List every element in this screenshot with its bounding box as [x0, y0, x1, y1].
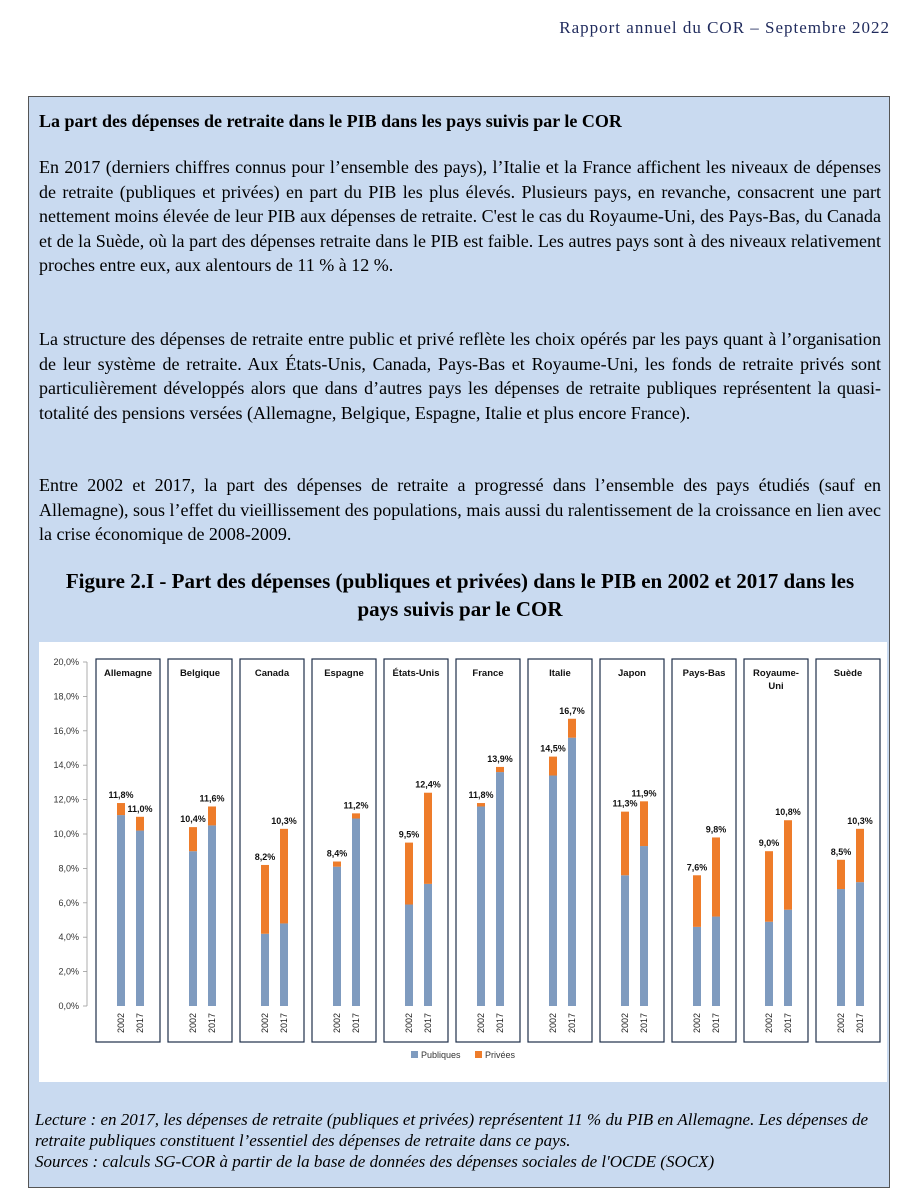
- country-name-label: Japon: [618, 668, 646, 679]
- bar-segment-private: [189, 827, 197, 851]
- data-label: 11,3%: [612, 798, 638, 809]
- y-tick-label: 4,0%: [58, 932, 79, 943]
- bar-segment-public: [136, 831, 144, 1006]
- bar-segment-private: [117, 803, 125, 815]
- bar-segment-public: [477, 806, 485, 1006]
- x-tick-label: 2002: [548, 1012, 558, 1034]
- bar-segment-private: [549, 757, 557, 776]
- country-name-label: Canada: [254, 668, 290, 679]
- legend-swatch-private: [475, 1051, 482, 1058]
- bar-segment-private: [640, 801, 648, 846]
- legend-label-private: Privées: [485, 1050, 516, 1060]
- bar-segment-private: [712, 837, 720, 916]
- y-tick-label: 18,0%: [53, 691, 79, 702]
- x-tick-label: 2017: [783, 1012, 793, 1034]
- bar-segment-private: [765, 851, 773, 922]
- data-label: 13,9%: [487, 753, 513, 764]
- bar-segment-private: [837, 860, 845, 889]
- data-label: 16,7%: [559, 705, 585, 716]
- bar-segment-public: [496, 772, 504, 1006]
- country-panel: [168, 659, 232, 1042]
- bar-segment-private: [405, 843, 413, 905]
- data-label: 9,0%: [758, 838, 780, 849]
- bar-segment-public: [424, 884, 432, 1006]
- legend-label-public: Publiques: [421, 1050, 461, 1060]
- country-name-label: Allemagne: [103, 668, 153, 679]
- bar-segment-private: [568, 719, 576, 738]
- x-tick-label: 2017: [567, 1012, 577, 1034]
- data-label: 11,9%: [631, 788, 657, 799]
- country-panel: [384, 659, 448, 1042]
- country-panel: [600, 659, 664, 1042]
- data-label: 11,6%: [199, 793, 225, 804]
- x-tick-label: 2002: [404, 1012, 414, 1034]
- y-tick-label: 10,0%: [53, 829, 79, 839]
- bar-segment-private: [352, 813, 360, 818]
- x-tick-label: 2002: [764, 1012, 774, 1034]
- x-tick-label: 2017: [855, 1012, 865, 1034]
- bar-segment-private: [621, 812, 629, 876]
- sources-note: Sources : calculs SG-COR à partir de la base de données des dépenses sociales de l'OCDE (SOCX): [35, 1152, 715, 1171]
- x-tick-label: 2002: [332, 1012, 342, 1034]
- country-panel: [528, 659, 592, 1042]
- country-name-label: Pays-Bas: [682, 668, 726, 679]
- bar-segment-public: [261, 934, 269, 1006]
- x-tick-label: 2002: [260, 1012, 270, 1034]
- bar-segment-public: [837, 889, 845, 1006]
- x-tick-label: 2017: [279, 1012, 289, 1034]
- paragraph-3: Entre 2002 et 2017, la part des dépenses de retraite a progressé dans l’ensemble des pays étudiés (sauf en Allemagne), sous l’effet du vieillissement des populations, mais aussi du ralentissement de la croissance en lien avec la crise économique de 2008-2009.: [39, 475, 881, 544]
- data-label: 11,8%: [108, 790, 134, 801]
- x-tick-label: 2002: [116, 1012, 126, 1034]
- bar-segment-private: [784, 820, 792, 909]
- data-label: 8,2%: [254, 851, 276, 862]
- data-label: 9,5%: [398, 829, 420, 840]
- bar-segment-private: [333, 862, 341, 867]
- bar-segment-public: [117, 815, 125, 1006]
- y-tick-label: 2,0%: [58, 966, 79, 977]
- figure-notes: [35, 1109, 881, 1172]
- bar-segment-private: [477, 803, 485, 806]
- x-tick-label: 2017: [495, 1012, 505, 1034]
- info-box: [28, 96, 890, 1188]
- bar-segment-public: [621, 875, 629, 1006]
- country-name-label: Belgique: [179, 668, 221, 679]
- bar-segment-private: [136, 817, 144, 831]
- data-label: 8,4%: [326, 848, 348, 859]
- bar-segment-private: [424, 793, 432, 884]
- bar-segment-private: [856, 829, 864, 882]
- country-panel: [240, 659, 304, 1042]
- country-panel: [744, 659, 808, 1042]
- data-label: 11,0%: [127, 803, 153, 814]
- y-tick-label: 20,0%: [53, 657, 79, 667]
- box-title: La part des dépenses de retraite dans le PIB dans les pays suivis par le COR: [39, 111, 622, 131]
- stacked-bar-chart: [39, 642, 887, 1082]
- x-tick-label: 2017: [135, 1012, 145, 1034]
- chart-area: [39, 642, 887, 1082]
- bar-segment-public: [856, 882, 864, 1006]
- paragraph-1: En 2017 (derniers chiffres connus pour l’ensemble des pays), l’Italie et la France affichent les niveaux de dépenses de retraite (publiques et privées) en part du PIB les plus élevés. Plusieurs pays, en revanche, consacrent une part nettement moins élevée de leur PIB aux dépenses de retraite. C'est le cas du Royaume-Uni, des Pays-Bas, du Canada et de la Suède, où la part des dépenses retraite dans le PIB est faible. Les autres pays sont à des niveaux relativement proches entre eux, aux alentours de 11 % à 12 %.: [39, 157, 881, 275]
- data-label: 10,8%: [775, 807, 801, 818]
- y-tick-label: 16,0%: [53, 725, 79, 736]
- data-label: 11,2%: [343, 800, 369, 811]
- data-label: 10,4%: [180, 814, 206, 825]
- paragraph-2: La structure des dépenses de retraite entre public et privé reflète les choix opérés par les pays quant à l’organisation de leur système de retraite. Aux États-Unis, Canada, Pays-Bas et Royaume-Uni, les fonds de retraite privés sont particulièrement développés alors que dans d’autres pays les dépenses de retraite publiques représentent la quasi-totalité des pensions versées (Allemagne, Belgique, Espagne, Italie et plus encore France).: [39, 329, 881, 423]
- x-tick-label: 2002: [620, 1012, 630, 1034]
- reading-note: Lecture : en 2017, les dépenses de retraite (publiques et privées) représentent 11 % du PIB en Allemagne. Les dépenses de retraite publiques constituent l’essentiel des dépenses de retraite dans ce pays.: [35, 1110, 869, 1150]
- bar-segment-public: [189, 851, 197, 1006]
- x-tick-label: 2002: [836, 1012, 846, 1034]
- x-tick-label: 2002: [188, 1012, 198, 1034]
- x-tick-label: 2017: [711, 1012, 721, 1034]
- y-tick-label: 8,0%: [58, 863, 79, 874]
- bar-segment-public: [712, 917, 720, 1006]
- bar-segment-private: [496, 767, 504, 772]
- country-name-label: Espagne: [324, 668, 364, 679]
- bar-segment-public: [765, 922, 773, 1006]
- x-tick-label: 2017: [423, 1012, 433, 1034]
- running-title: Rapport annuel du COR – Septembre 2022: [559, 18, 890, 37]
- bar-segment-public: [693, 927, 701, 1006]
- country-name-label: Uni: [768, 681, 784, 692]
- x-tick-label: 2017: [351, 1012, 361, 1034]
- x-tick-label: 2002: [476, 1012, 486, 1034]
- country-name-label: Suède: [833, 668, 863, 679]
- bar-segment-private: [693, 875, 701, 927]
- bar-segment-private: [280, 829, 288, 924]
- data-label: 7,6%: [686, 862, 708, 873]
- data-label: 8,5%: [830, 846, 852, 857]
- bar-segment-private: [208, 806, 216, 825]
- data-label: 14,5%: [540, 743, 566, 754]
- legend-swatch-public: [411, 1051, 418, 1058]
- y-tick-label: 6,0%: [58, 897, 79, 908]
- country-name-label: Italie: [549, 668, 571, 679]
- bar-segment-private: [261, 865, 269, 934]
- data-label: 10,3%: [847, 815, 873, 826]
- figure-title: Figure 2.I - Part des dépenses (publiques et privées) dans le PIB en 2002 et 2017 dans les pays suivis par le COR: [65, 569, 855, 621]
- bar-segment-public: [549, 776, 557, 1006]
- country-name-label: Royaume-: [753, 668, 799, 679]
- bar-segment-public: [568, 738, 576, 1006]
- country-name-label: États-Unis: [392, 668, 440, 679]
- country-name-label: France: [472, 668, 504, 679]
- y-tick-label: 14,0%: [53, 760, 79, 771]
- data-label: 12,4%: [415, 779, 441, 790]
- bar-segment-public: [784, 910, 792, 1006]
- bar-segment-public: [352, 819, 360, 1006]
- bar-segment-public: [280, 923, 288, 1006]
- data-label: 10,3%: [271, 815, 297, 826]
- x-tick-label: 2002: [692, 1012, 702, 1034]
- y-tick-label: 0,0%: [58, 1001, 79, 1011]
- y-tick-label: 12,0%: [53, 794, 79, 805]
- x-tick-label: 2017: [639, 1012, 649, 1034]
- x-tick-label: 2017: [207, 1012, 217, 1034]
- country-panel: [456, 659, 520, 1042]
- bar-segment-public: [333, 867, 341, 1006]
- data-label: 11,8%: [468, 790, 494, 801]
- country-panel: [96, 659, 160, 1042]
- bar-segment-public: [208, 825, 216, 1006]
- data-label: 9,8%: [705, 824, 727, 835]
- bar-segment-public: [405, 905, 413, 1006]
- country-panel: [672, 659, 736, 1042]
- bar-segment-public: [640, 846, 648, 1006]
